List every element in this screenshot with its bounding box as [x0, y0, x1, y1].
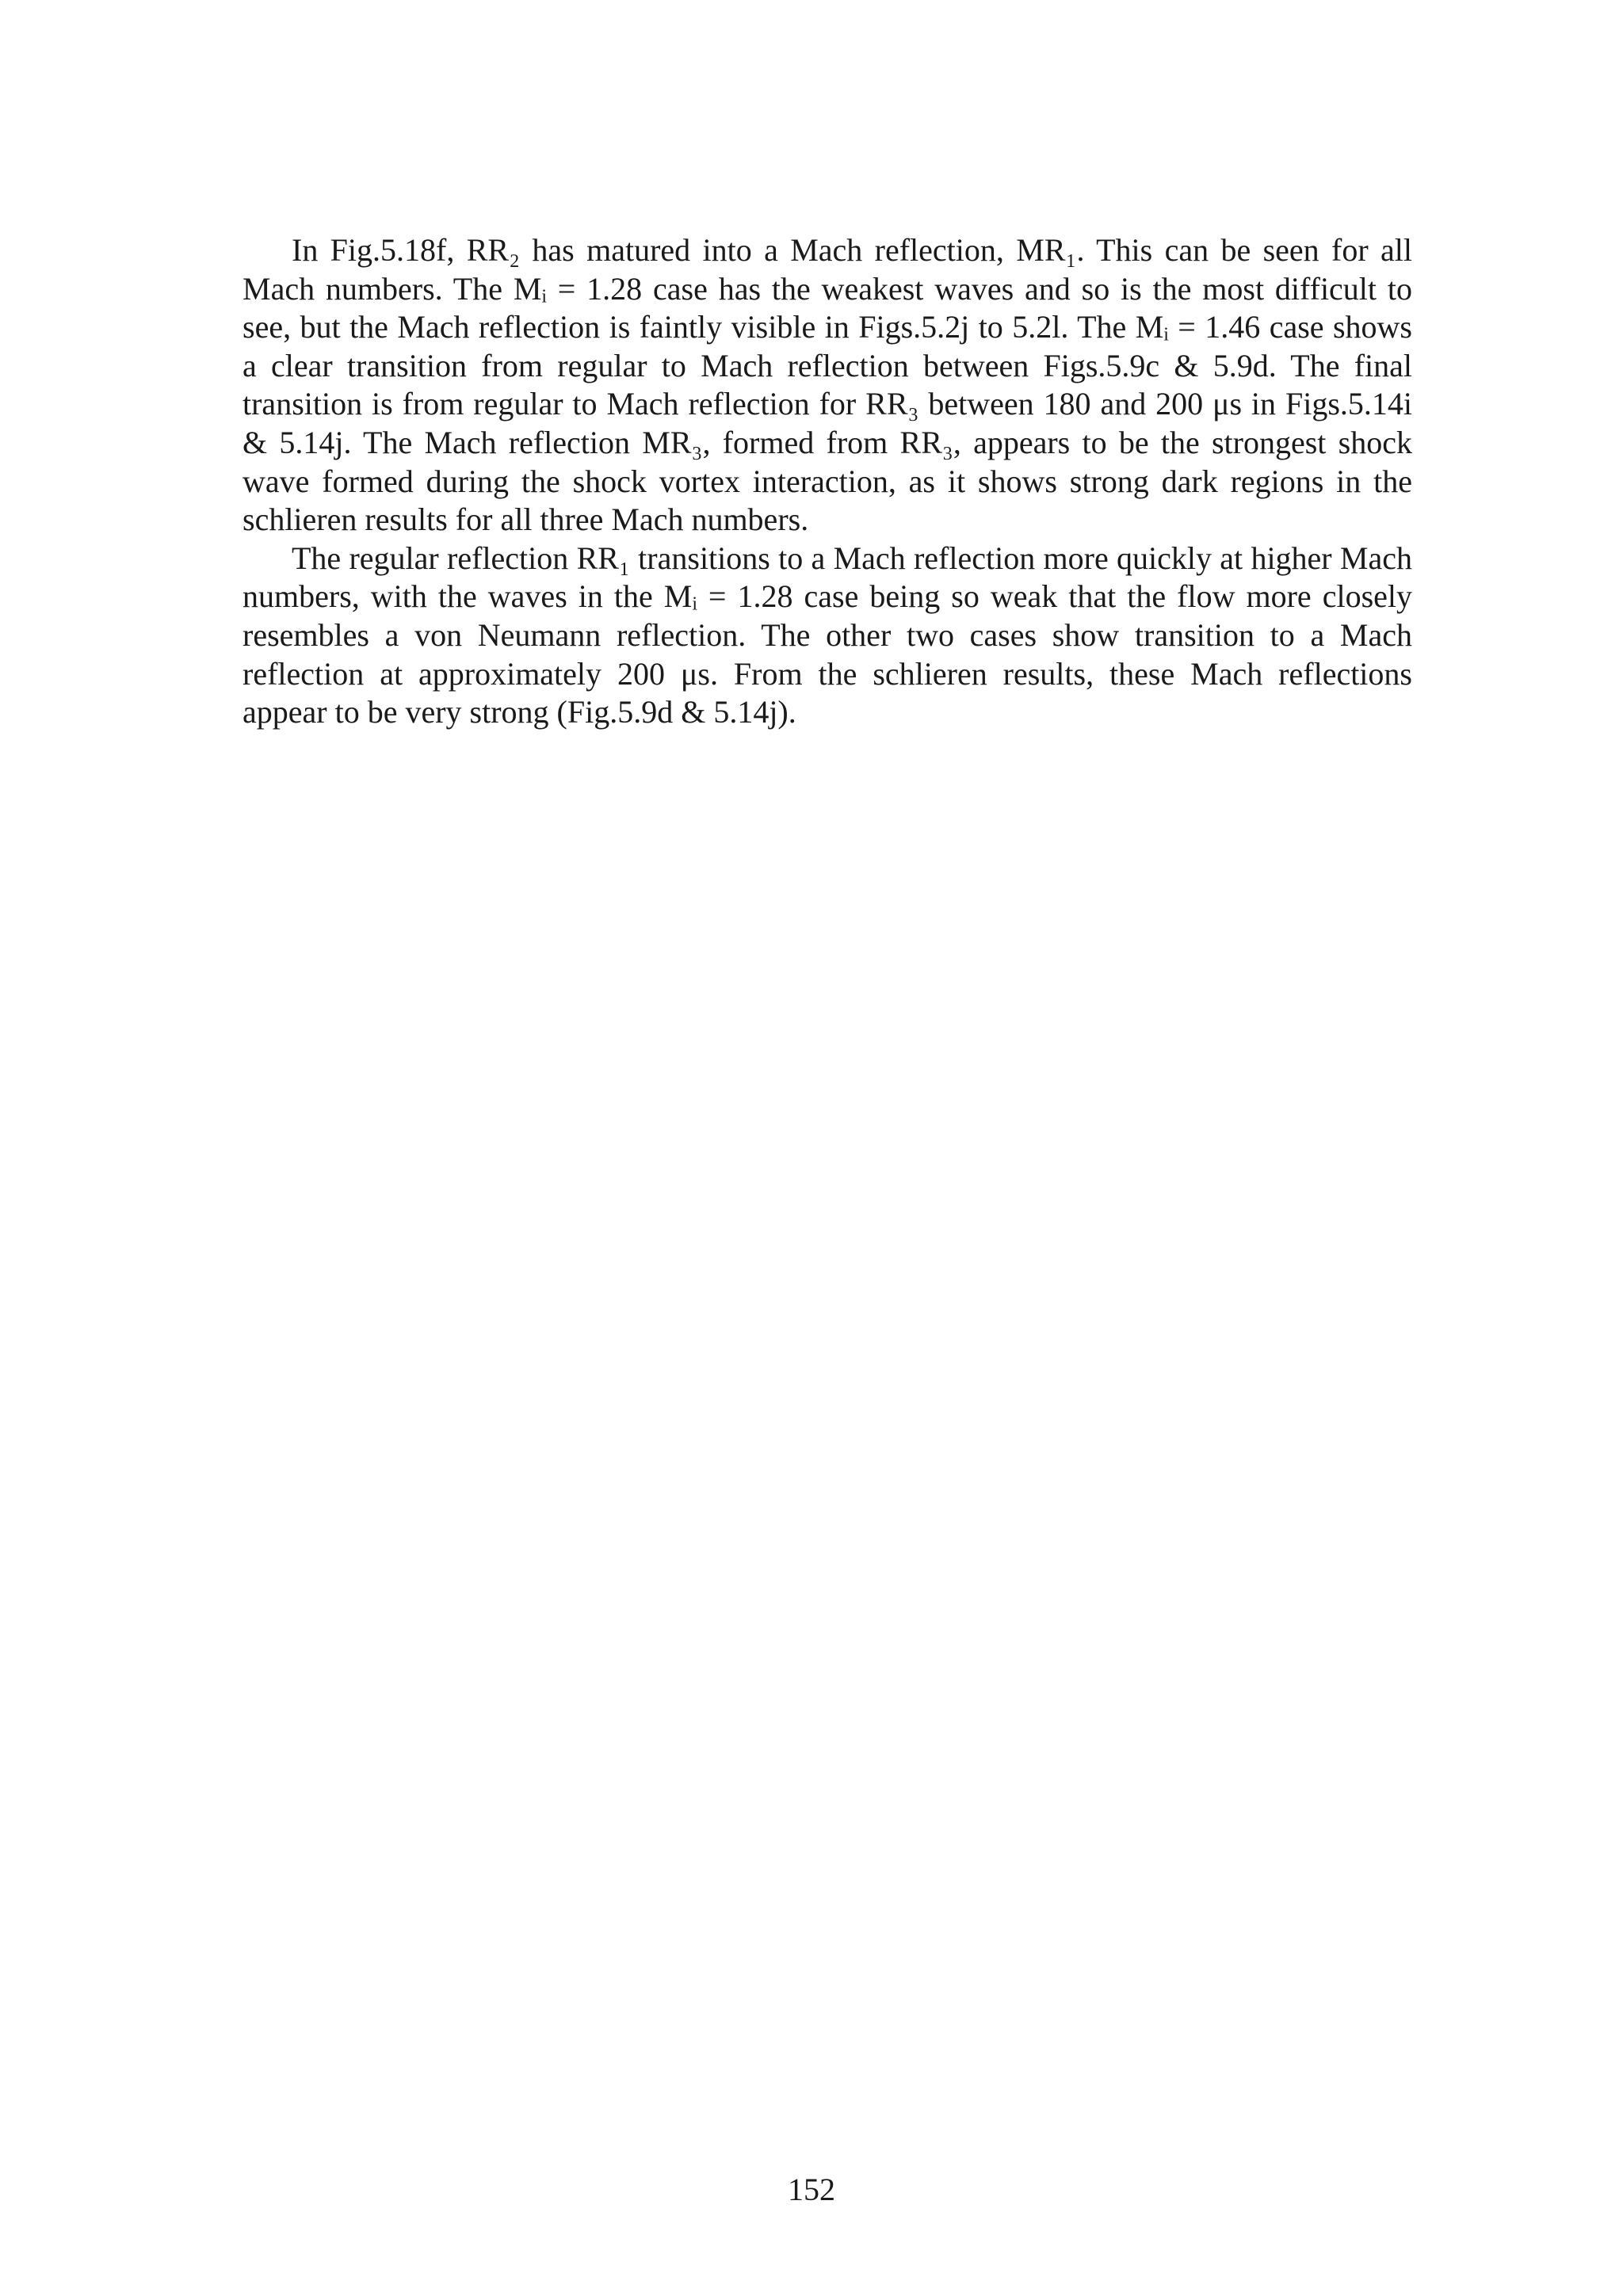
body-text — [242, 231, 1412, 732]
page-number: 152 — [788, 2172, 835, 2207]
paragraph-regular-reflection-rr1: The regular reflection RR₁ transitions to a Mach reflection more quickly at higher Mach numbers, with the waves in the Mᵢ = 1.28 case being so weak that the flow more closely resembles a von Neumann reflection. The other two cases show transition to a Mach reflection at approximately 200 μs. From the schlieren results, these Mach reflections appear to be very strong (Fig.5.9d & 5.14j). — [242, 540, 1412, 730]
paragraph-mach-reflection-transitions: In Fig.5.18f, RR₂ has matured into a Mach reflection, MR₁. This can be seen for all Mach numbers. The Mᵢ = 1.28 case has the weakest waves and so is the most difficult to see, but the Mach reflection is faintly visible in Figs.5.2j to 5.2l. The Mᵢ = 1.46 case shows a clear transition from regular to Mach reflection between Figs.5.9c & 5.9d. The final transition is from regular to Mach reflection for RR₃ between 180 and 200 μs in Figs.5.14i & 5.14j. The Mach reflection MR₃, formed from RR₃, appears to be the strongest shock wave formed during the shock vortex interaction, as it shows strong dark regions in the schlieren results for all three Mach numbers. — [242, 232, 1412, 538]
